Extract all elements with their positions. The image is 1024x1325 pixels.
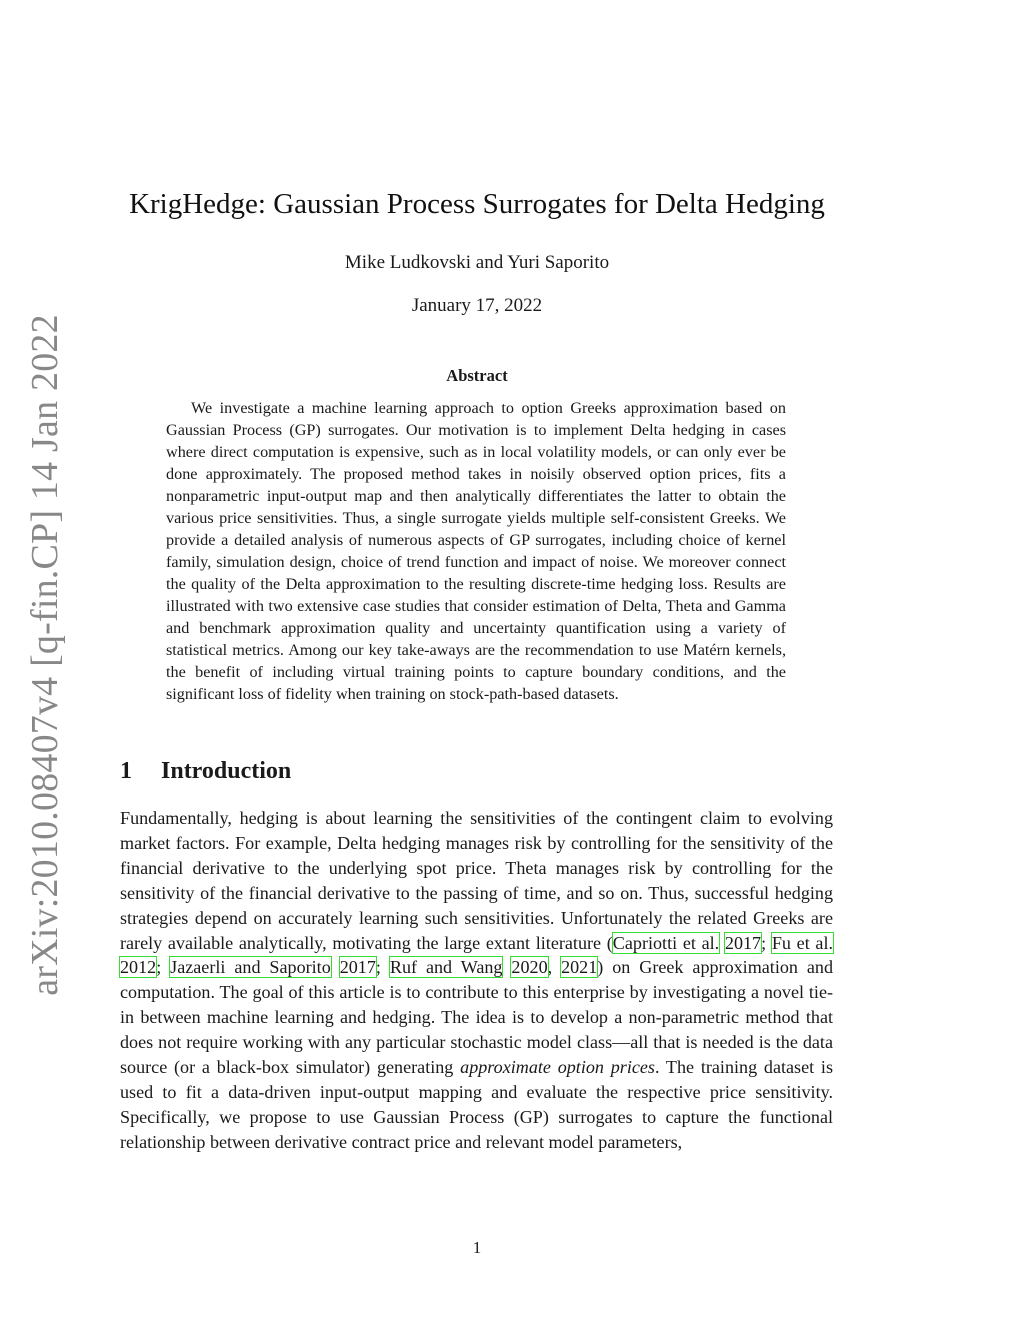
citation-separator: , — [547, 957, 562, 978]
abstract-heading: Abstract — [446, 366, 508, 385]
abstract-text: We investigate a machine learning approach to option Greeks approximation based on Gaussian Process (GP) surrogates. Our motivation is to implement Delta hedging in cases where direct computation is expensive, such as in local volatility models, or can only ever be done approximately. The proposed method takes in noisily observed option prices, fits a nonparametric input-output map and then analytically differentiates the latter to obtain the various price sensitivities. Thus, a single surrogate yields multiple self-consistent Greeks. We provide a detailed analysis of numerous aspects of GP surrogates, including choice of kernel family, simulation design, choice of trend function and impact of noise. We moreover connect the quality of the Delta approximation to the resulting discrete-time hedging loss. Results are illustrated with two extensive case studies that consider estimation of Delta, Theta and Gamma and benchmark approximation quality and uncertainty quantification using a variety of statistical metrics. Among our key take-aways are the recommendation to use Matérn kernels, the benefit of including virtual training points to capture boundary conditions, and the significant loss of fidelity when training on stock-path-based datasets. — [166, 399, 786, 703]
intro-text-3: . The training dataset is used to fit a data-driven input-output mapping and evaluate the respective price sensitivity. Specifically, we propose to use Gaussian Process (GP) surrogates to capture the functional relationship between derivative contract price and relevant model parameters, — [120, 1057, 833, 1152]
section-title: Introduction — [161, 758, 292, 784]
citation-separator: ; — [375, 957, 390, 978]
citation-link-capriotti-year[interactable]: 2017 — [724, 932, 762, 953]
paper-authors: Mike Ludkovski and Yuri Saporito — [344, 252, 610, 273]
section-heading — [120, 758, 291, 785]
citation-separator: ; — [761, 932, 772, 953]
intro-paragraph — [120, 806, 833, 1155]
citation-link-fu-authors[interactable]: Fu et al. — [771, 932, 834, 953]
citation-link-jazaerli-authors[interactable]: Jazaerli and Saporito — [170, 957, 331, 978]
citation-link-fu-year[interactable]: 2012 — [120, 957, 157, 978]
paper-title: KrigHedge: Gaussian Process Surrogates for Delta Hedging — [129, 188, 825, 220]
intro-text-2: ) on Greek approximation and computation. The goal of this article is to contribute to this enterprise by investigating a novel tie-in between machine learning and hedging. The idea is to develop a non-parametric method that does not require working with any particular stochastic model class—all that is needed is the data source (or a black-box simulator) generating — [120, 957, 834, 1078]
citation-link-capriotti-authors[interactable]: Capriotti et al. — [612, 932, 720, 953]
citation-link-ruf-year-2021[interactable]: 2021 — [561, 957, 598, 978]
citation-link-jazaerli-year[interactable]: 2017 — [339, 957, 376, 978]
page-number: 1 — [472, 1238, 482, 1257]
emphasized-text: approximate option prices — [460, 1057, 655, 1078]
intro-text-1: Fundamentally, hedging is about learning the sensitivities of the contingent claim to evolving market factors. For example, Delta hedging manages risk by controlling for the sensitivity of the financial derivative to the underlying spot price. Theta manages risk by controlling for the sensitivity of the financial derivative to the passing of time, and so on. Thus, successful hedging strategies depend on accurately learning such sensitivities. Unfortunately the related Greeks are rarely available analytically, motivating the large extant literature ( — [120, 808, 833, 953]
citation-link-ruf-authors[interactable]: Ruf and Wang — [389, 957, 503, 978]
arxiv-identifier: arXiv:2010.08407v4 [q-fin.CP] 14 Jan 2022 — [24, 314, 66, 996]
citation-separator: ; — [156, 957, 171, 978]
paper-date: January 17, 2022 — [411, 295, 543, 316]
citation-link-ruf-year-2020[interactable]: 2020 — [511, 957, 548, 978]
section-number: 1 — [120, 758, 132, 784]
